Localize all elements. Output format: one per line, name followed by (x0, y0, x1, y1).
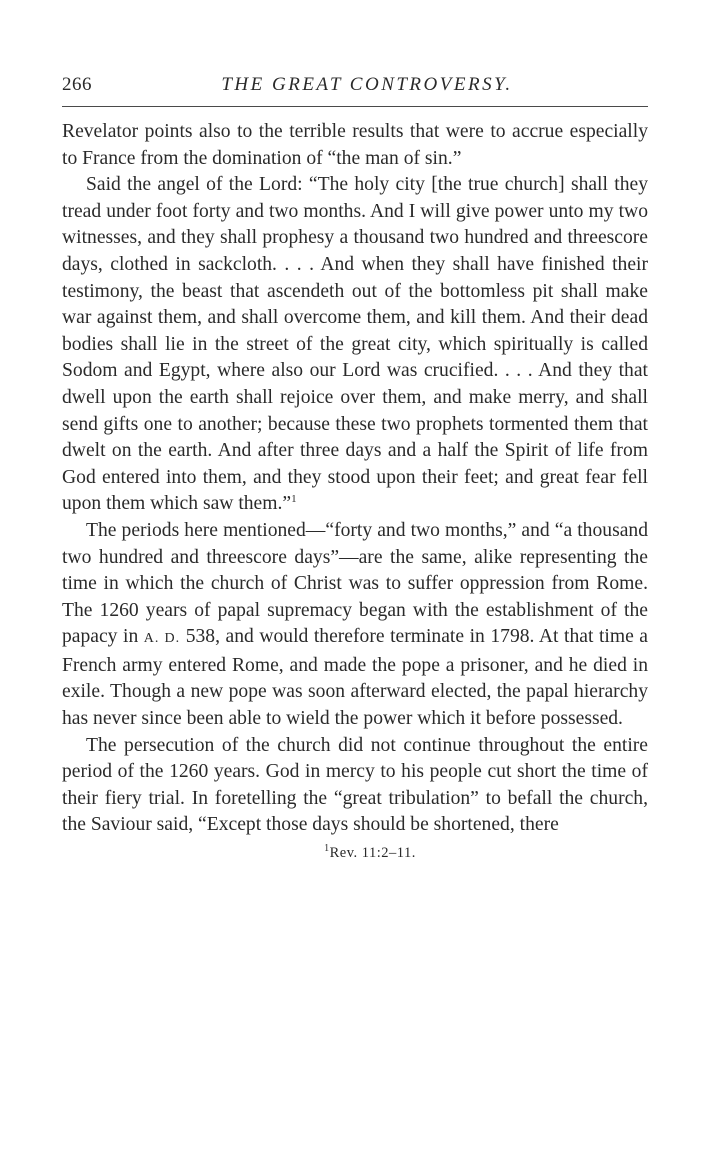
paragraph-prophetic-periods (62, 518, 648, 733)
paragraph-text: 538, and would therefore terminate in 1798. At that time a French army entered Rome, and made the pope a prisoner, and he died in exile. Though a new pope was soon afterward elected, the papal hierarchy has never since been able to wield the power which it before possessed. (62, 626, 648, 730)
paragraph-text: The periods here mentioned—“forty and two months,” and “a thousand two hundred and threescore days”—are the same, alike representing the time in which the church of Christ was to suffer oppression from Rome. The 1260 years of papal supremacy began with the establishment of the papacy in (62, 519, 648, 648)
running-title: THE GREAT CONTROVERSY. (221, 74, 513, 95)
footnote-marker: 1 (324, 843, 330, 855)
book-page (62, 74, 648, 862)
paragraph-continuation (62, 119, 648, 172)
footnote (62, 845, 648, 862)
running-head (62, 74, 648, 104)
paragraph-text: The persecution of the church did not continue throughout the entire period of the 1260 years. God in mercy to his people cut short the time of their fiery trial. In foretelling the “great tribulation” to befall the church, the Saviour said, “Except those days should be shortened, there (62, 734, 648, 836)
header-rule (62, 106, 648, 107)
footnote-reference: 1 (291, 493, 297, 506)
era-abbreviation: A. D. (143, 631, 181, 647)
paragraph-quotation (62, 172, 648, 518)
paragraph-persecution (62, 733, 648, 839)
body-text (62, 119, 648, 839)
footnote-text: Rev. 11:2–11. (329, 845, 416, 862)
page-number: 266 (62, 74, 92, 95)
paragraph-text: Said the angel of the Lord: “The holy city [the true church] shall they tread under foot forty and two months. And I will give power unto my two witnesses, and they shall prophesy a thousand two hundred and threescore days, clothed in sackcloth. . . . And when they shall have finished their testimony, the beast that ascendeth out of the bottomless pit shall make war against them, and shall overcome them, and kill them. And their dead bodies shall lie in the street of the great city, which spiritually is called Sodom and Egypt, where also our Lord was crucified. . . . And they that dwell upon the earth shall rejoice over them, and make merry, and shall send gifts one to another; because these two prophets tormented them that dwelt on the earth. And after three days and a half the Spirit of life from God entered into them, and they stood upon their feet; and great fear fell upon them which saw them.” (62, 174, 648, 515)
paragraph-text: Revelator points also to the terrible results that were to accrue especially to France from the domination of “the man of sin.” (62, 121, 648, 169)
